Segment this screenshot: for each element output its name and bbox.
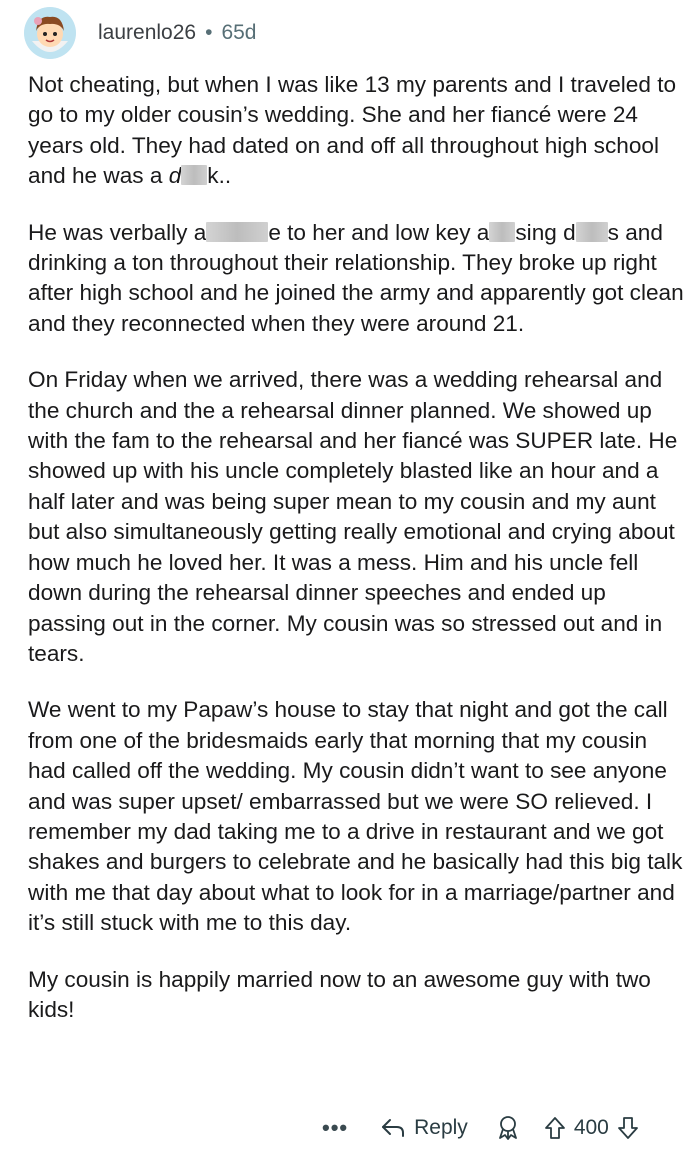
vote-score: 400 [573,1116,609,1139]
text-segment: s and drinking a ton throughout their relationship. They broke up right after high school and he joined the army and apparently got clean and they reconnected when they were around 21. [28,219,684,336]
comment-actions [322,1108,639,1148]
upvote-icon [544,1116,566,1140]
paragraph-1 [28,70,688,192]
reply-button[interactable] [380,1116,468,1140]
text-segment: d [168,163,182,189]
downvote-button[interactable] [617,1116,639,1140]
upvote-button[interactable] [544,1116,566,1140]
reply-arrow-icon [380,1117,406,1139]
username[interactable]: laurenlo26 [98,21,197,44]
award-icon [496,1115,520,1141]
avatar-icon[interactable] [24,7,76,59]
redaction-block [206,222,268,242]
text-segment: e to her and low key a [268,219,490,245]
redaction-block [576,222,608,242]
redaction-block [489,222,515,242]
paragraph-4: We went to my Papaw’s house to stay that night and got the call from one of the bridesmaids early that morning that my cousin had called off the wedding. My cousin didn’t want to see anyone and was super upset/ embarrassed but we were SO relieved. I remember my dad taking me to a drive in restaurant and we got shakes and burgers to celebrate and he basically had this big talk with me that day about what to look for in a marriage/partner and it’s still stuck with me to this day. [28,697,683,936]
comment-body [28,70,688,1051]
award-button[interactable] [496,1115,520,1141]
separator-dot: • [205,21,213,44]
downvote-icon [617,1116,639,1140]
text-segment: sing d [515,219,576,245]
text-segment: He was verbally a [28,219,207,245]
comment-age: 65d [221,21,257,44]
text-segment: Not cheating, but when I was like 13 my parents and I traveled to go to my older cousin’s wedding. She and her fiancé were 24 years old. They had dated on and off all throughout high school and he was a [28,72,677,189]
paragraph-5: My cousin is happily married now to an awesome guy with two kids! [28,966,651,1022]
text-segment: k.. [207,163,232,189]
paragraph-2 [28,218,688,340]
vote-controls [544,1116,639,1140]
reply-label: Reply [414,1116,468,1139]
redaction-block [181,165,207,185]
paragraph-3: On Friday when we arrived, there was a wedding rehearsal and the church and the a rehearsal dinner planned. We showed up with the fam to the rehearsal and her fiancé was SUPER late. He showed up with his uncle completely blasted like an hour and a half later and was being super mean to my cousin and my aunt but also simultaneously getting really emotional and crying about how much he loved her. It was a mess. Him and his uncle fell down during the rehearsal dinner speeches and ended up passing out in the corner. My cousin was so stressed out and in tears. [28,367,678,666]
more-options-button[interactable]: ••• [322,1115,349,1140]
comment-header [24,6,257,60]
